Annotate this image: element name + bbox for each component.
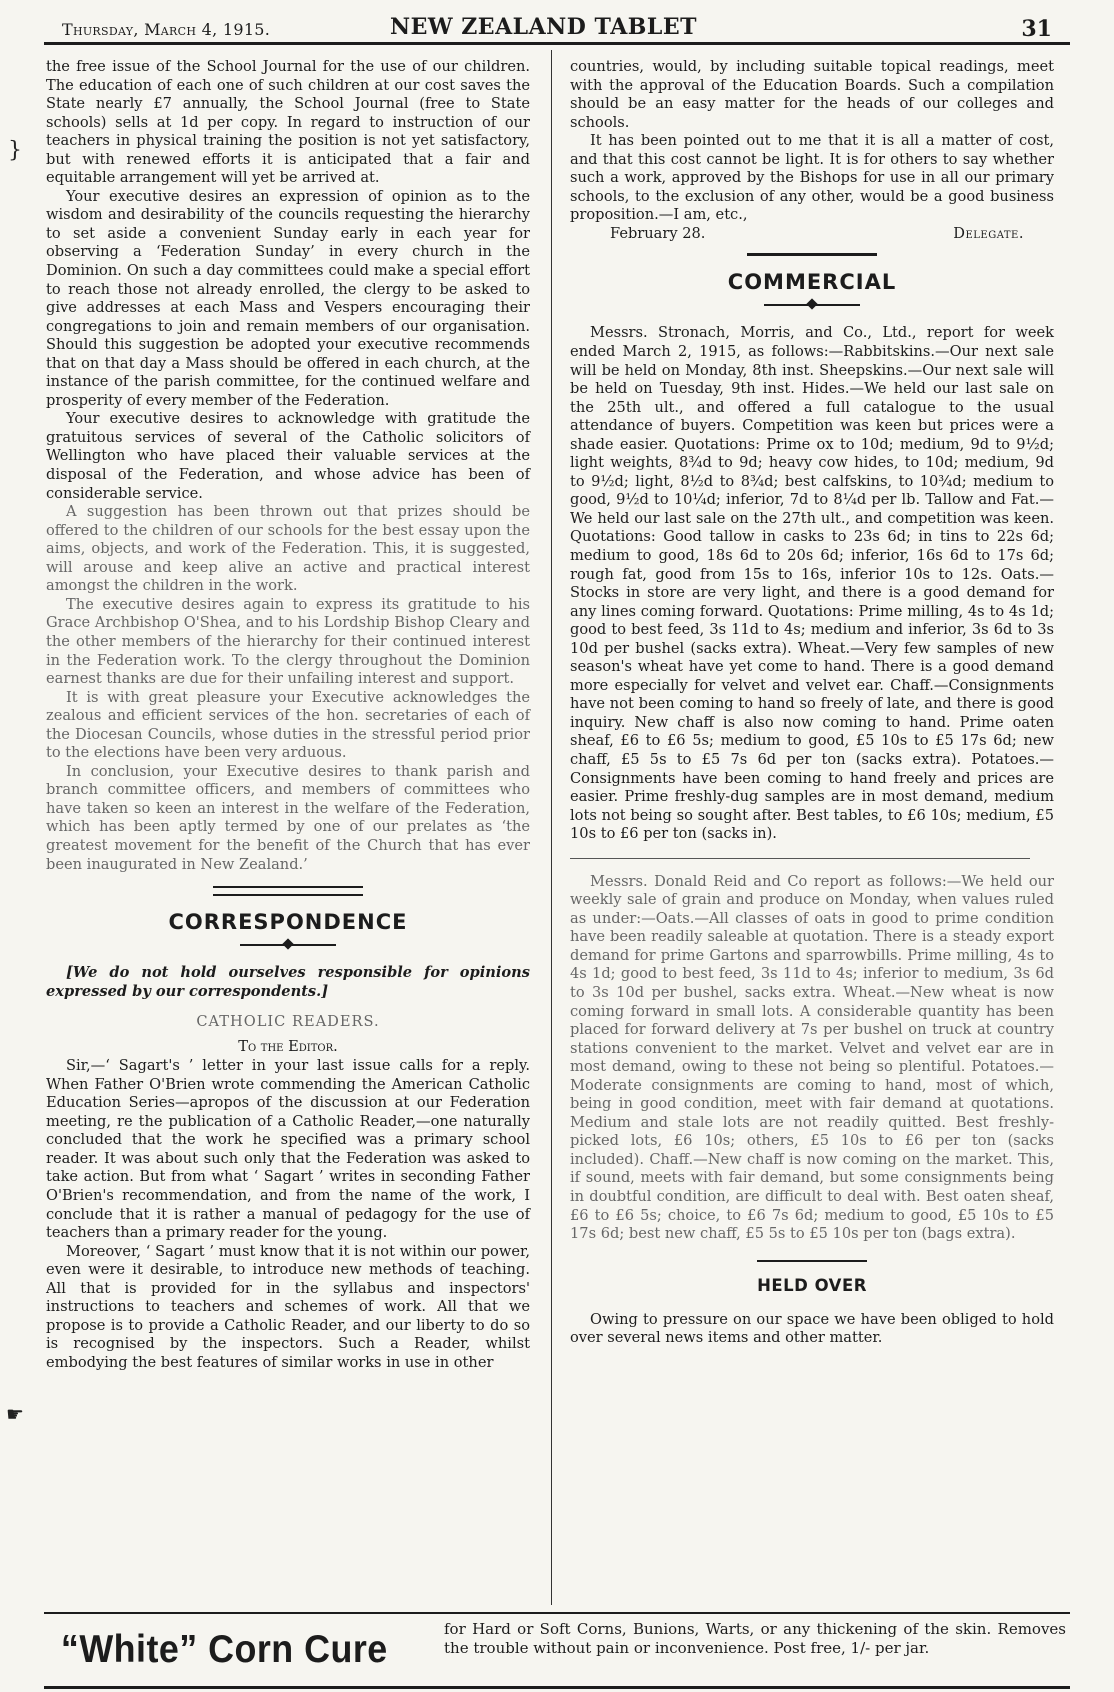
heading-ornament: [240, 940, 336, 950]
left-column: [46, 58, 530, 1372]
issue-date: Thursday, March 4, 1915.: [62, 20, 271, 39]
section-rule: [747, 253, 877, 256]
page-number: 31: [1021, 16, 1052, 42]
margin-bracket-mark: }: [8, 138, 22, 163]
newspaper-title: NEW ZEALAND TABLET: [390, 14, 697, 40]
margin-pointer-mark: ☛: [6, 1402, 24, 1426]
letter-salutation: To the Editor.: [238, 1038, 338, 1056]
held-over-notice: Owing to pressure on our space we have been obliged to hold over several news items and other matter.: [570, 1310, 1054, 1347]
article-paragraph: In conclusion, your Executive desires to thank parish and branch committee officers, and members of committees who have taken so keen an interest in the welfare of the Federation, which has been aptly termed by one of our prelates as ‘the greatest movement for the benefit of the Church that has ever been inaugurated in New Zealand.’: [46, 762, 530, 873]
section-rule: [213, 886, 363, 896]
letter-paragraph: countries, would, by including suitable topical readings, meet with the approval of the Education Boards. Such a compilation should be an easy matter for the heads of our colleges and schools.: [570, 58, 1054, 131]
section-rule: [757, 1260, 867, 1262]
article-paragraph: the free issue of the School Journal for the use of our children. The education of each one of such children at our cost saves the State nearly £7 annually, the School Journal (free to State schools) sells at 1d per copy. In regard to instruction of our teachers in physical training the position is not yet satisfactory, but with renewed efforts it is anticipated that a fair and equitable arrangement will yet be arrived at.: [46, 58, 530, 187]
report-separator: [570, 858, 1030, 859]
correspondence-heading: CORRESPONDENCE: [168, 910, 408, 935]
letter-paragraph: Sir,—‘ Sagart's ’ letter in your last issue calls for a reply. When Father O'Brien wrote commending the American Catholic Education Series—apropos of the discussion at our Federation meeting, re the publication of a Catholic Reader,—one naturally concluded that the work he specified was a primary school reader. It was about such only that the Federation was asked to take action. But from what ‘ Sagart ’ writes in seconding Father O'Brien's recommendation, and from the name of the work, I conclude that it is rather a manual of pedagogy for the use of teachers than a primary reader for the young.: [46, 1057, 530, 1242]
article-paragraph: Your executive desires an expression of opinion as to the wisdom and desirability of the councils requesting the hierarchy to set aside a convenient Sunday early in each year for observing a ‘Federation Sunday’ in every church in the Dominion. On such a day committees could make a special effort to reach those not already enrolled, the clergy to be asked to give addresses at each Mass and Vespers encouraging their congregations to join and remain members of our organisation. Should this suggestion be adopted your executive recommends that on that day a Mass should be offered in each church, at the instance of the parish committee, for the continued welfare and prosperity of every member of the Federation.: [46, 187, 530, 409]
article-paragraph: The executive desires again to express its gratitude to his Grace Archbishop O'Shea, and to his Lordship Bishop Cleary and the other members of the hierarchy for their continued interest in the Federation work. To the clergy throughout the Dominion earnest thanks are due for their unfailing interest and support.: [46, 595, 530, 688]
market-report: Messrs. Donald Reid and Co report as follows:—We held our weekly sale of grain and produce on Monday, when values ruled as under:—Oats.—All classes of oats in good to prime condition have been readily saleable at quotation. There is a steady export demand for prime Gartons and sparrowbills. Prime milling, 4s to 4s 1d; good to best feed, 3s 11d to 4s; inferior to medium, 3s 6d to 3s 10d per bushel, sacks extra. Wheat.—New wheat is now coming forward in small lots. A considerable quantity has been placed for forward delivery at 7s per bushel on truck at country stations convenient to the market. Velvet and velvet ear are in most demand, owing to these not being so plentiful. Potatoes.—Moderate consignments are coming to hand, most of which, being in good condition, meet with fair demand at quotations. Medium and stale lots are not readily quitted. Best freshly-picked lots, £6 10s; others, £5 10s to £6 per ton (sacks included). Chaff.—New chaff is now coming on the market. This, if sound, meets with fair demand, but some consignments being in doubtful condition, are difficult to deal with. Best oaten sheaf, £6 to £6 5s; choice, to £6 7s 6d; medium to good, £5 10s to £5 17s 6d; best new chaff, £5 5s to £5 10s per ton (bags extra).: [570, 872, 1054, 1243]
right-column: [570, 58, 1054, 1348]
corn-cure-advertisement: [44, 1612, 1070, 1689]
editorial-disclaimer: [We do not hold ourselves responsible for opinions expressed by our correspondents.]: [46, 964, 530, 1000]
article-paragraph: A suggestion has been thrown out that prizes should be offered to the children of our schools for the best essay upon the aims, objects, and work of the Federation. This, it is suggested, will arouse and keep alive an active and practical interest amongst the children in the work.: [46, 503, 530, 595]
article-paragraph: Your executive desires to acknowledge with gratitude the gratuitous services of several of the Catholic solicitors of Wellington who have placed their valuable services at the disposal of the Federation, and whose advice has been of considerable service.: [46, 410, 530, 502]
column-divider: [551, 50, 552, 1605]
ad-description: for Hard or Soft Corns, Bunions, Warts, or any thickening of the skin. Removes the trouble without pain or inconvenience. Post free, 1/- per jar.: [444, 1620, 1066, 1657]
masthead: [44, 14, 1070, 45]
market-report: Messrs. Stronach, Morris, and Co., Ltd., report for week ended March 2, 1915, as follows:—Rabbitskins.—Our next sale will be held on Monday, 8th inst. Sheepskins.—Our next sale will be held on Tuesday, 9th inst. Hides.—We held our last sale on the 25th ult., and offered a full catalogue to the usual attendance of buyers. Competition was keen but prices were a shade easier. Quotations: Prime ox to 10d; medium, 9d to 9½d; light weights, 8¾d to 9d; heavy cow hides, to 10d; medium, 9d to 9½d; light, 8½d to 8¾d; best calfskins, to 10¾d; medium to good, 9½d to 10¼d; inferior, 7d to 8¼d per lb. Tallow and Fat.—We held our last sale on the 27th ult., and competition was keen. Quotations: Good tallow in casks to 23s 6d; in tins to 22s 6d; medium to good, 18s 6d to 20s 6d; inferior, 16s 6d to 17s 6d; rough fat, good from 15s to 16s, inferior 10s to 12s. Oats.—Stocks in store are very light, and there is a good demand for any lines coming forward. Quotations: Prime milling, 4s to 4s 1d; good to best feed, 3s 11d to 4s; medium and inferior, 3s 6d to 3s 10d per bushel (sacks extra). Wheat.—Very few samples of new season's wheat have yet come to hand. There is a good demand more especially for velvet and velvet ear. Chaff.—Consignments have not been coming to hand so freely of late, and there is good inquiry. New chaff is also now coming to hand. Prime oaten sheaf, £6 to £6 5s; medium to good, £5 10s to £5 17s 6d; new chaff, £5 5s to £5 7s 6d per ton (sacks extra). Potatoes.—Consignments have been coming to hand freely and prices are easier. Prime freshly-dug samples are in most demand, medium lots not being so sought after. Best tables, to £6 10s; medium, £5 10s to £6 per ton (sacks in).: [570, 324, 1054, 843]
commercial-heading: COMMERCIAL: [727, 270, 897, 295]
letter-date: February 28.: [610, 224, 706, 242]
article-paragraph: It is with great pleasure your Executive acknowledges the zealous and efficient services of the hon. secretaries of each of the Diocesan Councils, whose duties in the stressful period prior to the elections have been very arduous.: [46, 688, 530, 762]
heading-ornament: [764, 300, 860, 310]
held-over-heading: HELD OVER: [757, 1275, 867, 1295]
ad-brand-name: “White” Corn Cure: [60, 1628, 388, 1671]
letter-title: CATHOLIC READERS.: [196, 1013, 380, 1031]
letter-signoff: [570, 225, 1054, 244]
letter-signature: Delegate.: [953, 224, 1024, 242]
letter-paragraph: Moreover, ‘ Sagart ’ must know that it is not within our power, even were it desirable, to introduce new methods of teaching. All that is provided for in the syllabus and inspectors' instructions to teachers and schemes of work. All that we propose is to provide a Catholic Reader, and our liberty to do so is recognised by the inspectors. Such a Reader, whilst embodying the best features of similar works in use in other: [46, 1242, 530, 1371]
letter-paragraph: It has been pointed out to me that it is all a matter of cost, and that this cost cannot be light. It is for others to say whether such a work, approved by the Bishops for use in all our primary schools, to the exclusion of any other, would be a good business proposition.—I am, etc.,: [570, 132, 1054, 224]
